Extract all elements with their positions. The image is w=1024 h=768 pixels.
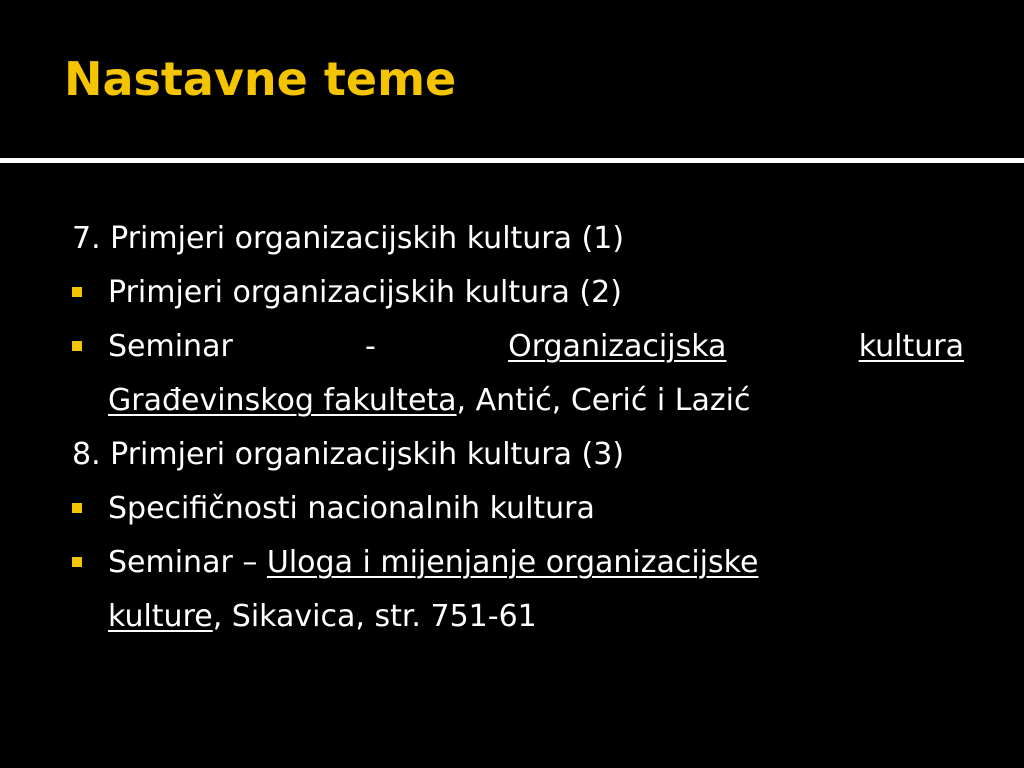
list-item-week8-seminar bbox=[72, 536, 964, 590]
square-bullet-icon bbox=[72, 287, 82, 297]
seminar2-link-part2[interactable]: kulture bbox=[108, 599, 213, 634]
seminar-link-part2[interactable]: kultura bbox=[858, 329, 964, 364]
square-bullet-icon bbox=[72, 557, 82, 567]
seminar-link-part3[interactable]: Građevinskog fakulteta bbox=[108, 383, 457, 418]
title-divider bbox=[0, 158, 1024, 163]
seminar-authors: , Antić, Cerić i Lazić bbox=[456, 383, 751, 418]
seminar-dash: - bbox=[365, 329, 376, 364]
slide-title: Nastavne teme bbox=[64, 52, 457, 106]
seminar2-link-part1[interactable]: Uloga i mijenjanje organizacijske bbox=[266, 545, 759, 580]
week8-heading: 8. Primjeri organizacijskih kultura (3) bbox=[72, 437, 625, 472]
list-item-week7-seminar bbox=[72, 320, 964, 374]
seminar2-source: , Sikavica, str. 751-61 bbox=[212, 599, 537, 634]
square-bullet-icon bbox=[72, 341, 82, 351]
seminar2-prefix: Seminar – bbox=[108, 545, 267, 580]
list-item-week7-topic bbox=[72, 266, 964, 320]
seminar-link-part1[interactable]: Organizacijska bbox=[508, 329, 727, 364]
seminar-label: Seminar bbox=[108, 329, 233, 364]
square-bullet-icon bbox=[72, 503, 82, 513]
list-item-week8-topic bbox=[72, 482, 964, 536]
week8-topic-text: Specifičnosti nacionalnih kultura bbox=[108, 491, 595, 526]
slide-content bbox=[72, 212, 964, 644]
week8-seminar-continuation bbox=[72, 590, 964, 644]
seminar-line-justified bbox=[108, 320, 964, 374]
week7-heading: 7. Primjeri organizacijskih kultura (1) bbox=[72, 221, 625, 256]
week7-topic-text: Primjeri organizacijskih kultura (2) bbox=[108, 275, 622, 310]
week7-seminar-continuation bbox=[72, 374, 964, 428]
